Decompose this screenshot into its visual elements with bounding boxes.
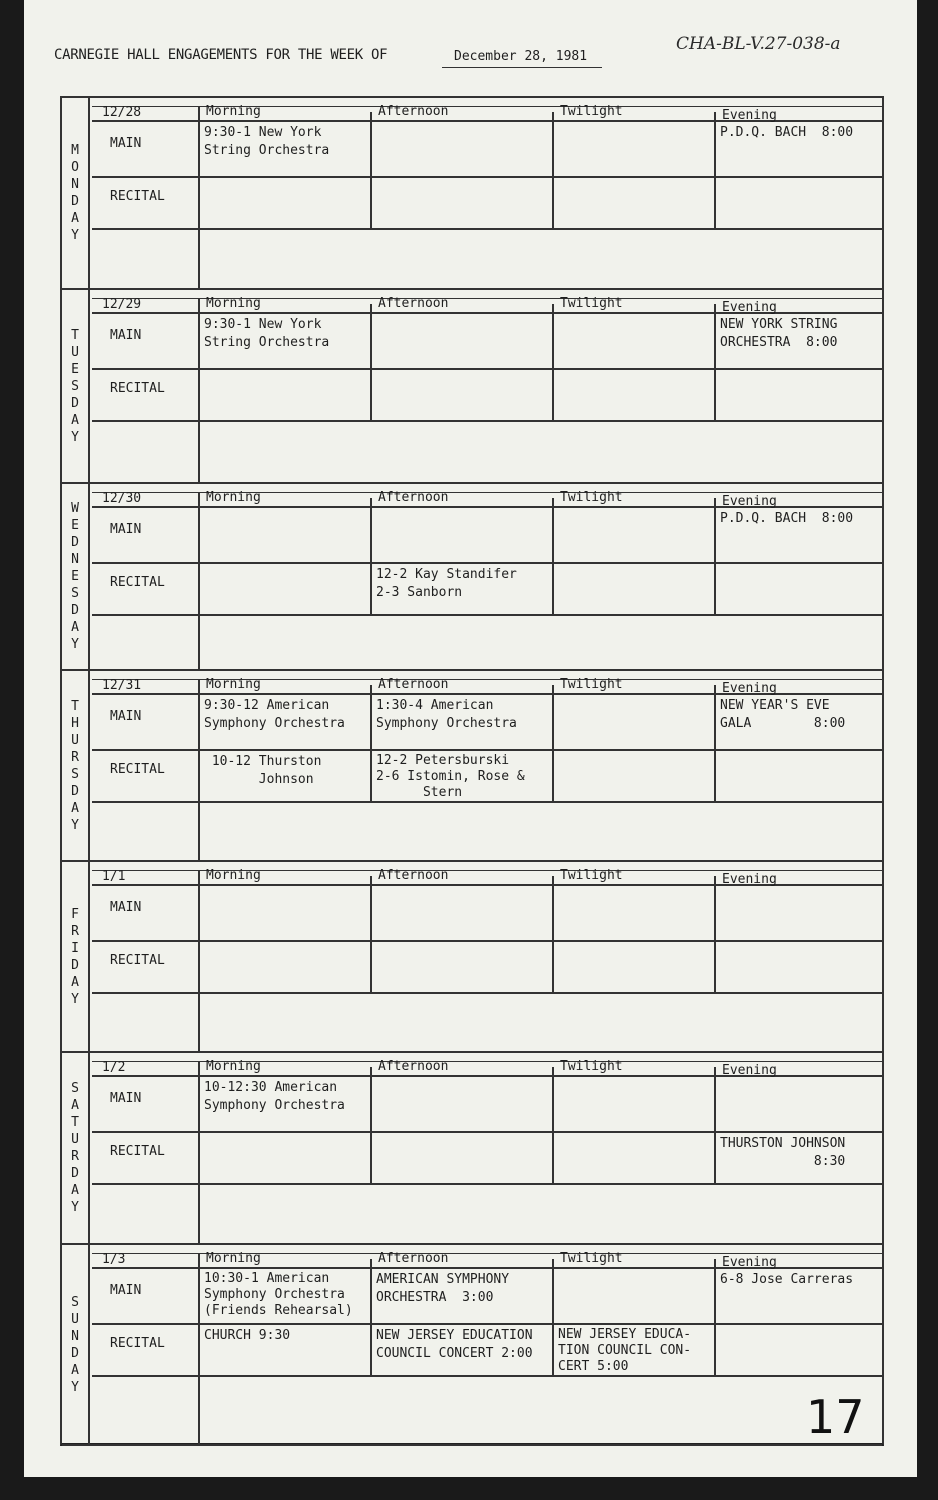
column-divider	[552, 685, 554, 801]
week-date: December 28, 1981	[454, 49, 588, 64]
cell-main-morning: 9:30-1 New York String Orchestra	[204, 317, 330, 350]
row-divider	[92, 992, 882, 994]
column-divider	[198, 492, 200, 671]
cell-recital-morning: 10-12 Thurston Johnson	[211, 754, 322, 787]
day-date: 12/31	[102, 678, 142, 693]
column-divider	[370, 1259, 372, 1375]
column-header-evening: Evening	[722, 1255, 777, 1270]
column-divider	[552, 1259, 554, 1375]
room-label-recital: RECITAL	[110, 381, 165, 396]
column-header-morning: Morning	[206, 104, 261, 119]
column-header-morning: Morning	[206, 490, 261, 505]
day-letter: E	[71, 569, 79, 584]
column-header-morning: Morning	[206, 868, 261, 883]
column-header-evening: Evening	[722, 872, 777, 887]
cell-recital-afternoon: NEW JERSEY EDUCATION COUNCIL CONCERT 2:00	[376, 1328, 533, 1361]
day-date: 12/30	[102, 491, 142, 506]
column-divider	[714, 304, 716, 420]
day-letter: M	[71, 143, 79, 158]
column-divider	[198, 298, 200, 484]
day-letter: A	[71, 211, 79, 226]
column-header-afternoon: Afternoon	[378, 1251, 449, 1266]
day-letter: D	[71, 395, 79, 411]
day-letter: A	[71, 1183, 79, 1198]
day-letter: U	[71, 1132, 79, 1147]
column-header-afternoon: Afternoon	[378, 490, 449, 505]
column-header-afternoon: Afternoon	[378, 1059, 449, 1074]
day-name-vertical	[62, 484, 90, 669]
room-label-main: MAIN	[110, 522, 142, 537]
day-name-vertical	[62, 862, 90, 1051]
day-letter: R	[71, 1149, 79, 1164]
room-label-recital: RECITAL	[110, 575, 165, 590]
column-divider	[198, 1061, 200, 1245]
cell-recital-morning: CHURCH 9:30	[204, 1328, 291, 1343]
day-letter: A	[71, 620, 79, 635]
cell-recital-twilight: NEW JERSEY EDUCA- TION COUNCIL CON- CERT 5:00	[558, 1327, 692, 1374]
row-divider	[92, 368, 882, 370]
schedule-grid	[60, 96, 884, 1446]
room-label-recital: RECITAL	[110, 953, 165, 968]
room-label-recital: RECITAL	[110, 189, 165, 204]
column-header-twilight: Twilight	[560, 677, 623, 692]
column-header-morning: Morning	[206, 677, 261, 692]
day-letter: N	[71, 552, 79, 567]
column-divider	[370, 498, 372, 614]
column-header-twilight: Twilight	[560, 296, 623, 311]
column-header-evening: Evening	[722, 300, 777, 315]
column-divider	[714, 1067, 716, 1183]
column-divider	[552, 498, 554, 614]
day-letter: S	[71, 1294, 79, 1310]
cell-main-morning: 10:30-1 American Symphony Orchestra (Friends Rehearsal)	[204, 1271, 353, 1318]
cell-recital-afternoon: 12-2 Kay Standifer 2-3 Sanborn	[376, 567, 517, 600]
column-divider	[198, 1253, 200, 1446]
column-divider	[714, 876, 716, 992]
day-name-vertical	[62, 1053, 90, 1243]
cell-main-morning: 10-12:30 American Symphony Orchestra	[204, 1080, 345, 1113]
row-divider	[92, 1375, 882, 1377]
column-divider	[714, 685, 716, 801]
column-header-morning: Morning	[206, 296, 261, 311]
column-header-morning: Morning	[206, 1251, 261, 1266]
column-divider	[198, 679, 200, 862]
day-letter: D	[71, 1166, 79, 1181]
day-letter: A	[71, 412, 79, 428]
day-letter: D	[71, 194, 79, 209]
cell-main-morning: 9:30-12 American Symphony Orchestra	[204, 698, 345, 731]
day-letter: D	[71, 535, 79, 550]
row-divider	[92, 562, 882, 564]
column-divider	[552, 304, 554, 420]
column-header-twilight: Twilight	[560, 1251, 623, 1266]
day-letter: N	[71, 177, 79, 192]
day-letter: R	[71, 749, 79, 765]
day-letter: U	[71, 344, 79, 360]
room-label-recital: RECITAL	[110, 762, 165, 777]
column-divider	[552, 112, 554, 228]
day-letter: R	[71, 923, 79, 939]
day-letter: N	[71, 1328, 79, 1344]
day-date: 1/1	[102, 869, 126, 884]
day-letter: D	[71, 957, 79, 973]
day-block-friday	[62, 862, 882, 1053]
room-label-main: MAIN	[110, 328, 142, 343]
cell-main-morning: 9:30-1 New York String Orchestra	[204, 125, 330, 158]
cell-main-evening: P.D.Q. BACH 8:00	[720, 511, 854, 526]
column-header-twilight: Twilight	[560, 104, 623, 119]
day-letter: U	[71, 732, 79, 748]
column-divider	[714, 1259, 716, 1375]
day-date: 1/2	[102, 1060, 126, 1075]
column-header-twilight: Twilight	[560, 868, 623, 883]
day-letter: Y	[71, 228, 79, 243]
day-block-sunday	[62, 1245, 882, 1446]
day-letter: S	[71, 766, 79, 782]
day-letter: E	[71, 361, 79, 377]
column-divider	[552, 876, 554, 992]
column-divider	[370, 1067, 372, 1183]
cell-recital-evening: THURSTON JOHNSON 8:30	[720, 1136, 846, 1169]
room-label-recital: RECITAL	[110, 1144, 165, 1159]
column-header-afternoon: Afternoon	[378, 868, 449, 883]
room-label-main: MAIN	[110, 1283, 142, 1298]
column-header-afternoon: Afternoon	[378, 677, 449, 692]
day-letter: D	[71, 603, 79, 618]
day-letter: A	[71, 1098, 79, 1113]
room-label-main: MAIN	[110, 1091, 142, 1106]
row-divider	[92, 1183, 882, 1185]
room-label-main: MAIN	[110, 709, 142, 724]
day-letter: D	[71, 1345, 79, 1361]
cell-main-evening: NEW YEAR'S EVE GALA 8:00	[720, 698, 846, 731]
cell-main-evening: 6-8 Jose Carreras	[720, 1272, 854, 1287]
day-letter: S	[71, 378, 79, 394]
day-letter: Y	[71, 637, 79, 652]
day-letter: O	[71, 160, 79, 175]
column-header-evening: Evening	[722, 1063, 777, 1078]
day-date: 1/3	[102, 1252, 126, 1267]
column-divider	[370, 112, 372, 228]
day-block-saturday	[62, 1053, 882, 1245]
day-letter: F	[71, 906, 79, 922]
row-divider	[92, 614, 882, 616]
room-label-main: MAIN	[110, 136, 142, 151]
day-letter: I	[71, 940, 79, 956]
room-label-main: MAIN	[110, 900, 142, 915]
column-header-afternoon: Afternoon	[378, 296, 449, 311]
day-block-monday	[62, 98, 882, 290]
column-header-twilight: Twilight	[560, 490, 623, 505]
day-name-vertical	[62, 671, 90, 860]
row-divider	[92, 228, 882, 230]
column-header-evening: Evening	[722, 494, 777, 509]
day-letter: S	[71, 1081, 79, 1096]
day-letter: E	[71, 518, 79, 533]
column-divider	[198, 106, 200, 290]
day-letter: T	[71, 698, 79, 714]
column-header-twilight: Twilight	[560, 1059, 623, 1074]
day-block-wednesday	[62, 484, 882, 671]
column-divider	[370, 685, 372, 801]
day-letter: Y	[71, 1379, 79, 1395]
cell-recital-afternoon: 12-2 Petersburski 2-6 Istomin, Rose & Stern	[376, 753, 525, 800]
day-letter: A	[71, 974, 79, 990]
day-letter: U	[71, 1311, 79, 1327]
cell-main-afternoon: AMERICAN SYMPHONY ORCHESTRA 3:00	[376, 1272, 510, 1305]
column-header-morning: Morning	[206, 1059, 261, 1074]
day-name-vertical	[62, 98, 90, 288]
day-name-vertical	[62, 1245, 90, 1444]
column-divider	[714, 112, 716, 228]
day-block-thursday	[62, 671, 882, 862]
column-divider	[552, 1067, 554, 1183]
day-letter: Y	[71, 429, 79, 445]
row-divider	[92, 420, 882, 422]
room-label-recital: RECITAL	[110, 1336, 165, 1351]
day-letter: S	[71, 586, 79, 601]
day-letter: H	[71, 715, 79, 731]
row-divider	[92, 749, 882, 751]
cell-main-evening: NEW YORK STRING ORCHESTRA 8:00	[720, 317, 838, 350]
day-letter: T	[71, 327, 79, 343]
column-divider	[370, 304, 372, 420]
day-name-vertical	[62, 290, 90, 482]
column-divider	[198, 870, 200, 1053]
row-divider	[92, 1323, 882, 1325]
day-date: 12/29	[102, 297, 142, 312]
column-divider	[714, 498, 716, 614]
day-date: 12/28	[102, 105, 142, 120]
row-divider	[92, 176, 882, 178]
column-header-afternoon: Afternoon	[378, 104, 449, 119]
day-letter: Y	[71, 991, 79, 1007]
cell-main-evening: P.D.Q. BACH 8:00	[720, 125, 854, 140]
row-divider	[92, 1131, 882, 1133]
row-divider	[92, 940, 882, 942]
day-letter: A	[71, 800, 79, 816]
row-divider	[92, 801, 882, 803]
date-underline	[442, 67, 602, 68]
day-letter: W	[71, 501, 79, 516]
day-letter: D	[71, 783, 79, 799]
day-letter: Y	[71, 1200, 79, 1215]
column-header-evening: Evening	[722, 681, 777, 696]
day-letter: T	[71, 1115, 79, 1130]
column-header-evening: Evening	[722, 108, 777, 123]
page-number: 17	[806, 1390, 865, 1444]
cell-main-afternoon: 1:30-4 American Symphony Orchestra	[376, 698, 517, 731]
archive-code: CHA-BL-V.27-038-a	[676, 34, 841, 54]
document-title: CARNEGIE HALL ENGAGEMENTS FOR THE WEEK OF	[54, 47, 388, 63]
day-block-tuesday	[62, 290, 882, 484]
day-letter: A	[71, 1362, 79, 1378]
column-divider	[370, 876, 372, 992]
day-letter: Y	[71, 817, 79, 833]
